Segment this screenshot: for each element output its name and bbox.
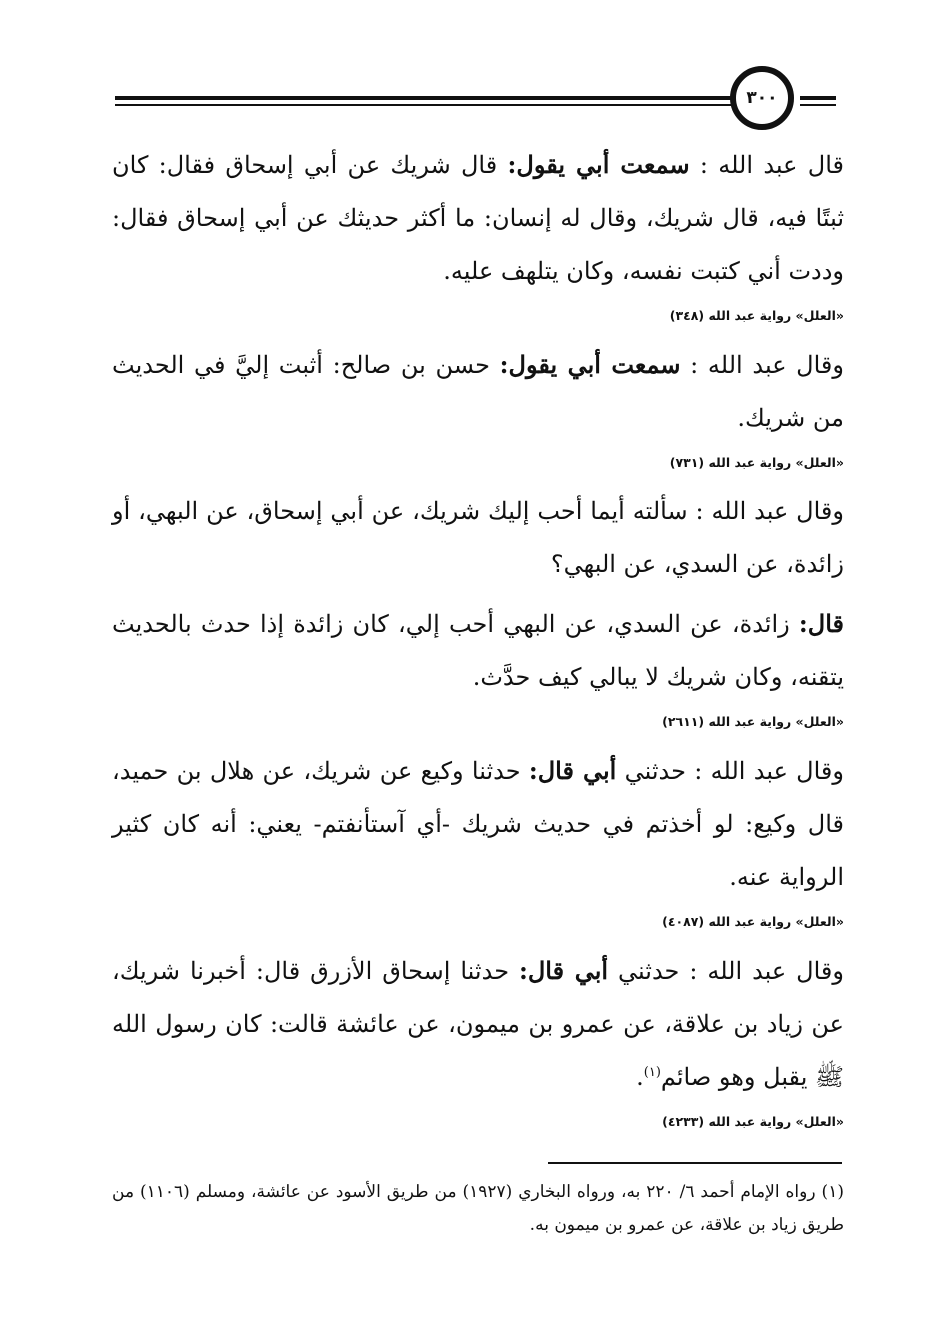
page-number: ٣٠٠ <box>746 88 778 108</box>
footnote-marker: (١) <box>821 1182 844 1202</box>
page-number-badge <box>730 66 794 130</box>
paragraph: قال: زائدة، عن السدي، عن البهي أحب إلي، كان زائدة إذا حدث بالحديث يتقنه، وكان شريك لا يبالي كيف حدَّث. <box>112 609 844 691</box>
source-citation: «العلل» رواية عبد الله (٤٠٨٧) <box>662 914 844 929</box>
paragraph: قال عبد الله : سمعت أبي يقول: قال شريك عن أبي إسحاق فقال: كان ثبتًا فيه، قال شريك، وقال له إنسان: ما أكثر حديثك عن أبي إسحاق فقال: وددت أني كتبت نفسه، وكان يتلهف عليه. <box>112 150 845 285</box>
footnote-divider <box>548 1162 842 1164</box>
paragraph: وقال عبد الله : حدثني أبي قال: حدثنا وكيع عن شريك، عن هلال بن حميد، قال وكيع: لو أخذتم في حديث شريك -أي آستأنفتم- يعني: أنه كان كثير الرواية عنه. <box>112 756 844 891</box>
header-rule-thin <box>115 104 733 106</box>
footnote <box>112 1176 844 1242</box>
main-text <box>112 138 844 1144</box>
paragraph: وقال عبد الله : سمعت أبي يقول: حسن بن صالح: أثبت إليَّ في الحديث من شريك. <box>112 350 844 432</box>
source-citation: «العلل» رواية عبد الله (٣٤٨) <box>669 308 844 323</box>
header-rule-right-thin <box>800 104 836 106</box>
footnote-text: رواه الإمام أحمد ٦/ ٢٢٠ به، ورواه البخاري (١٩٢٧) من طريق الأسود عن عائشة، ومسلم (١١٠٦) من طريق زياد بن علاقة، عن عمرو بن ميمون به. <box>112 1182 844 1235</box>
header-rule-right <box>800 96 836 100</box>
header-rule <box>115 96 733 100</box>
source-citation: «العلل» رواية عبد الله (٤٢٣٣) <box>662 1114 844 1129</box>
source-citation: «العلل» رواية عبد الله (٧٣١) <box>669 455 844 470</box>
footnote-reference: (١) <box>643 1065 661 1080</box>
paragraph: وقال عبد الله : حدثني أبي قال: حدثنا إسحاق الأزرق قال: أخبرنا شريك، عن زياد بن علاقة، عن عمرو بن ميمون، عن عائشة قالت: كان رسول الله ﷺ يقبل وهو صائم$^{(١)}$. <box>112 956 844 1091</box>
paragraph: وقال عبد الله : سألته أيما أحب إليك شريك، عن أبي إسحاق، عن البهي، أو زائدة، عن السدي، عن البهي؟ <box>112 497 844 578</box>
source-citation: «العلل» رواية عبد الله (٢٦١١) <box>662 714 844 729</box>
